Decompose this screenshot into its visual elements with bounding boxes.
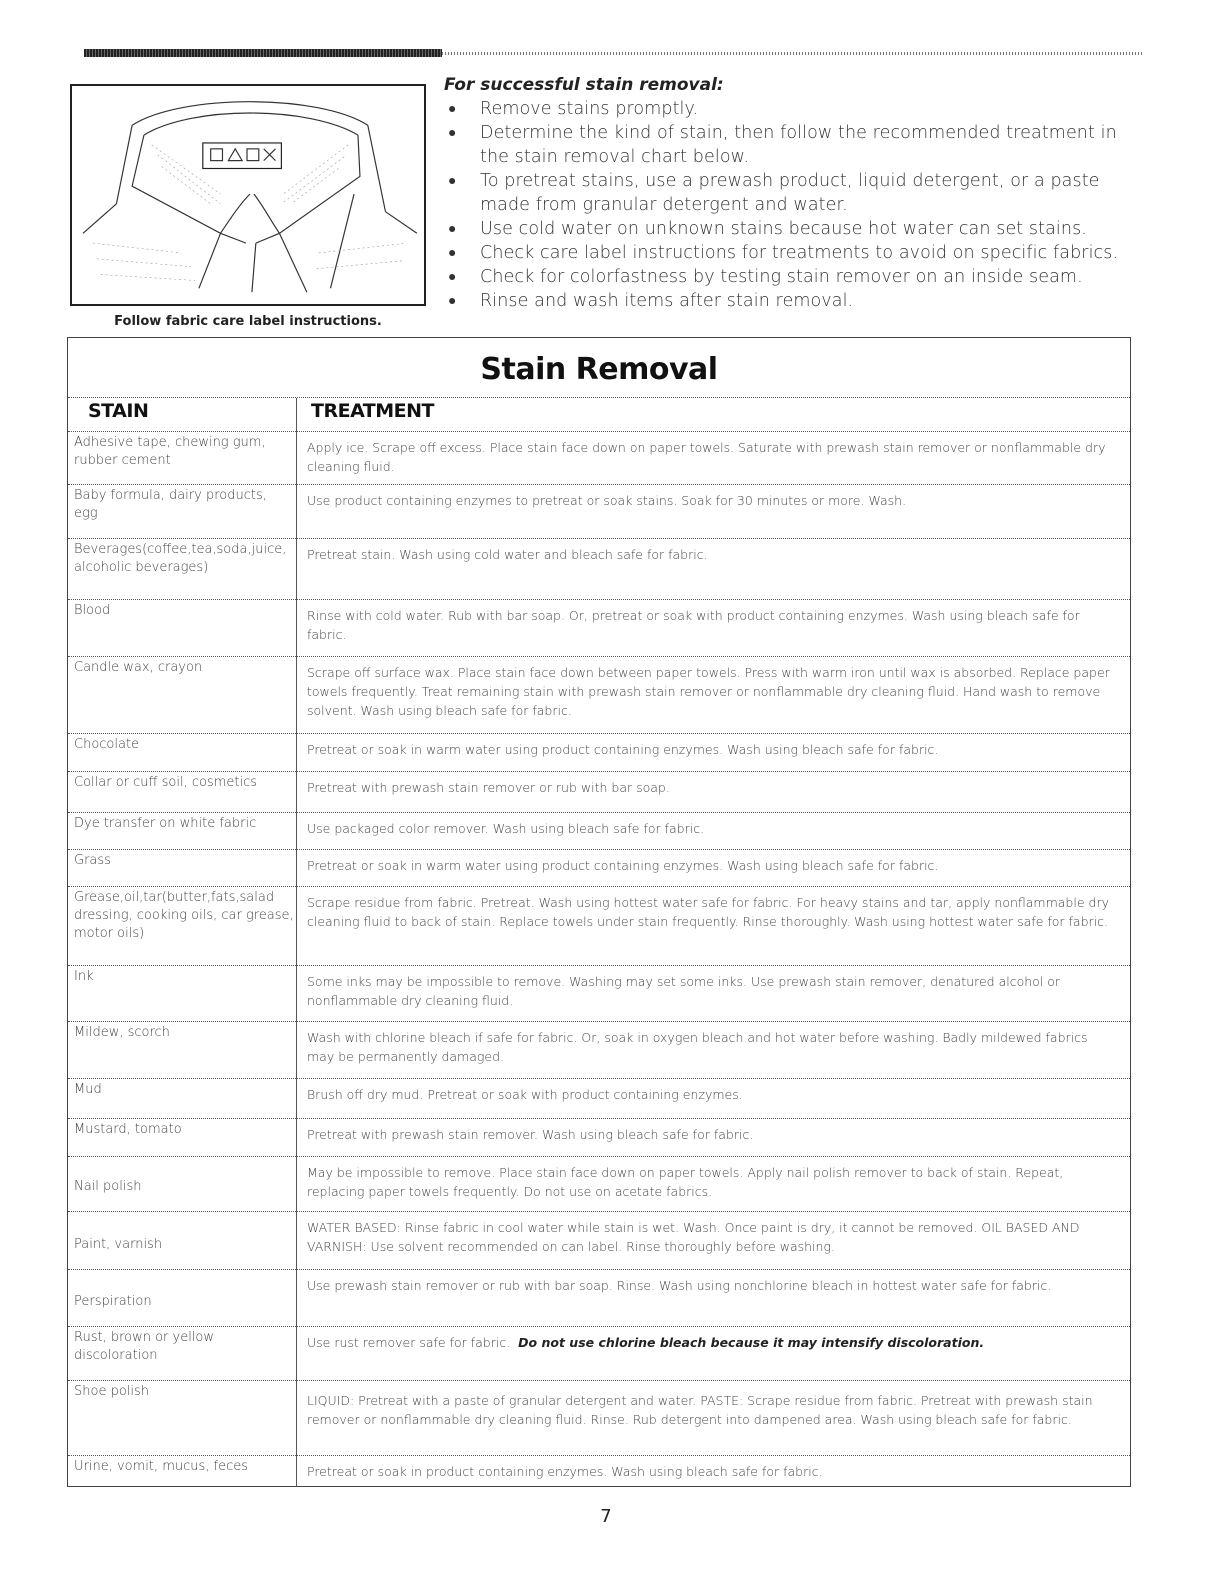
- stain-cell: Collar or cuff soil, cosmetics: [74, 775, 257, 790]
- bullet-icon: ●: [448, 269, 457, 285]
- tip-item: ● Rinse and wash items after stain removal.: [448, 291, 854, 311]
- tips-list: [444, 97, 1144, 313]
- treatment-cell: Wash with chlorine bleach if safe for fabric. Or, soak in oxygen bleach and hot water before washing. Badly mildewed fabrics may be permanently damaged.: [307, 1030, 1088, 1064]
- stain-cell: Grass: [74, 853, 111, 868]
- stain-cell: Nail polish: [74, 1179, 142, 1194]
- treatment-cell: Pretreat or soak in warm water using product containing enzymes. Wash using bleach safe for fabric.: [307, 742, 939, 757]
- treatment-cell: Apply ice. Scrape off excess. Place stain face down on paper towels. Saturate with prewash stain remover or nonflammable dry cleaning fluid.: [307, 440, 1106, 474]
- tip-item: ● Check care label instructions for treatments to avoid on specific fabrics.: [448, 243, 1119, 263]
- treatment-cell: Scrape residue from fabric. Pretreat. Wash using hottest water safe for fabric. For heavy stains and tar, apply nonflammable dry cleaning fluid to back of stain. Replace towels under stain frequently. Rinse thoroughly. Wash using hottest water safe for fabric.: [307, 895, 1109, 929]
- bullet-icon: ●: [448, 293, 457, 309]
- stain-cell: Mud: [74, 1082, 102, 1097]
- stain-cell: Perspiration: [74, 1294, 152, 1309]
- warning-text: Do not use chlorine bleach because it may intensify discoloration.: [518, 1335, 985, 1350]
- bullet-icon: ●: [448, 125, 457, 141]
- table-row: [68, 812, 1130, 849]
- treatment-cell: Pretreat with prewash stain remover. Wash using bleach safe for fabric.: [307, 1127, 754, 1142]
- stain-cell: Ink: [74, 969, 94, 984]
- table-row: [68, 431, 1130, 484]
- column-header-treatment: TREATMENT: [311, 400, 435, 422]
- tip-item: ● Use cold water on unknown stains because hot water can set stains.: [448, 219, 1087, 239]
- table-row: [68, 484, 1130, 538]
- page-number: 7: [600, 1506, 612, 1527]
- treatment-cell: Pretreat with prewash stain remover or rub with bar soap.: [307, 780, 670, 795]
- treatment-cell: Use product containing enzymes to pretreat or soak stains. Soak for 30 minutes or more. Wash.: [307, 493, 907, 508]
- stain-removal-chart: [67, 337, 1131, 1487]
- table-row: [68, 849, 1130, 886]
- table-row: [68, 656, 1130, 733]
- treatment-cell: Brush off dry mud. Pretreat or soak with product containing enzymes.: [307, 1087, 743, 1102]
- table-row: [68, 1078, 1130, 1118]
- bullet-icon: ●: [448, 101, 457, 117]
- treatment-cell: Rinse with cold water. Rub with bar soap. Or, pretreat or soak with product containing enzymes. Wash using bleach safe for fabric.: [307, 608, 1080, 642]
- table-row: [68, 771, 1130, 812]
- illustration-caption: Follow fabric care label instructions.: [114, 314, 382, 329]
- bullet-icon: ●: [448, 221, 457, 237]
- table-row: [68, 1455, 1130, 1487]
- tip-item: ● Check for colorfastness by testing stain remover on an inside seam.: [448, 267, 1083, 287]
- treatment-cell: Pretreat stain. Wash using cold water and bleach safe for fabric.: [307, 547, 708, 562]
- stain-cell: Paint, varnish: [74, 1237, 163, 1252]
- table-row: [68, 1211, 1130, 1269]
- table-row: [68, 538, 1130, 599]
- table-row: [68, 733, 1130, 771]
- table-row: [68, 599, 1130, 656]
- stain-cell: Mustard, tomato: [74, 1122, 182, 1137]
- table-row: [68, 1269, 1130, 1326]
- treatment-cell: Pretreat or soak in warm water using product containing enzymes. Wash using bleach safe for fabric.: [307, 858, 939, 873]
- table-row: [68, 1021, 1130, 1078]
- stain-cell: Urine, vomit, mucus, feces: [74, 1459, 249, 1474]
- treatment-cell: May be impossible to remove. Place stain face down on paper towels. Apply nail polish remover to back of stain. Repeat, replacing paper towels frequently. Do not use on acetate fabrics.: [307, 1165, 1064, 1199]
- treatment-cell: Scrape off surface wax. Place stain face down between paper towels. Press with warm iron until wax is absorbed. Replace paper towels frequently. Treat remaining stain with prewash stain remover or nonflammable dry cleaning fluid. Hand wash to remove solvent. Wash using bleach safe for fabric.: [307, 665, 1110, 718]
- stain-cell: Chocolate: [74, 737, 140, 752]
- stain-cell: Dye transfer on white fabric: [74, 816, 257, 831]
- header-rule: [84, 49, 1144, 57]
- chart-title: Stain Removal: [480, 352, 718, 387]
- treatment-cell: Use prewash stain remover or rub with bar soap. Rinse. Wash using nonchlorine bleach in hottest water safe for fabric.: [307, 1278, 1052, 1293]
- treatment-cell: LIQUID: Pretreat with a paste of granular detergent and water. PASTE: Scrape residue from fabric. Pretreat with prewash stain remover or nonflammable dry cleaning fluid. Rinse. Rub detergent into dampened area. Wash using bleach safe for fabric.: [307, 1393, 1093, 1427]
- treatment-cell: Use rust remover safe for fabric. Do not use chlorine bleach because it may intensify discoloration.: [307, 1335, 985, 1350]
- treatment-cell: Some inks may be impossible to remove. Washing may set some inks. Use prewash stain remover, denatured alcohol or nonflammable dry cleaning fluid.: [307, 974, 1061, 1008]
- table-row: [68, 1380, 1130, 1455]
- stain-cell: Mildew, scorch: [74, 1025, 170, 1040]
- table-row: [68, 1326, 1130, 1380]
- divider: [68, 397, 1130, 398]
- column-header-stain: STAIN: [88, 400, 149, 422]
- stain-cell: Adhesive tape, chewing gum, rubber cement: [74, 435, 266, 468]
- table-row: [68, 1156, 1130, 1211]
- stain-cell: Baby formula, dairy products, egg: [74, 488, 267, 521]
- stain-cell: Grease,oil,tar(butter,fats,salad dressing, cooking oils, car grease, motor oils): [74, 890, 294, 941]
- stain-cell: Beverages(coffee,tea,soda,juice, alcoholic beverages): [74, 542, 287, 575]
- tip-item: ● To pretreat stains, use a prewash product, liquid detergent, or a paste made from granular detergent and water.: [448, 171, 1100, 215]
- stain-cell: Candle wax, crayon: [74, 660, 203, 675]
- bullet-icon: ●: [448, 245, 457, 261]
- stain-cell: Rust, brown or yellow discoloration: [74, 1330, 215, 1363]
- tip-item: ● Determine the kind of stain, then follow the recommended treatment in the stain removal chart below.: [448, 123, 1117, 167]
- treatment-cell: WATER BASED: Rinse fabric in cool water while stain is wet. Wash. Once paint is dry, it cannot be removed. OIL BASED AND VARNISH: Use solvent recommended on can label. Rinse thoroughly before washing.: [307, 1220, 1080, 1254]
- tips-heading: For successful stain removal:: [444, 75, 724, 95]
- tip-item: ● Remove stains promptly.: [448, 99, 699, 119]
- stain-cell: Blood: [74, 603, 111, 618]
- bullet-icon: ●: [448, 173, 457, 189]
- shirt-collar-care-label-icon: [70, 84, 426, 306]
- treatment-cell: Pretreat or soak in product containing enzymes. Wash using bleach safe for fabric.: [307, 1464, 823, 1479]
- table-row: [68, 965, 1130, 1021]
- treatment-cell: Use packaged color remover. Wash using bleach safe for fabric.: [307, 821, 705, 836]
- table-row: [68, 886, 1130, 965]
- table-row: [68, 1118, 1130, 1156]
- stain-cell: Shoe polish: [74, 1384, 150, 1399]
